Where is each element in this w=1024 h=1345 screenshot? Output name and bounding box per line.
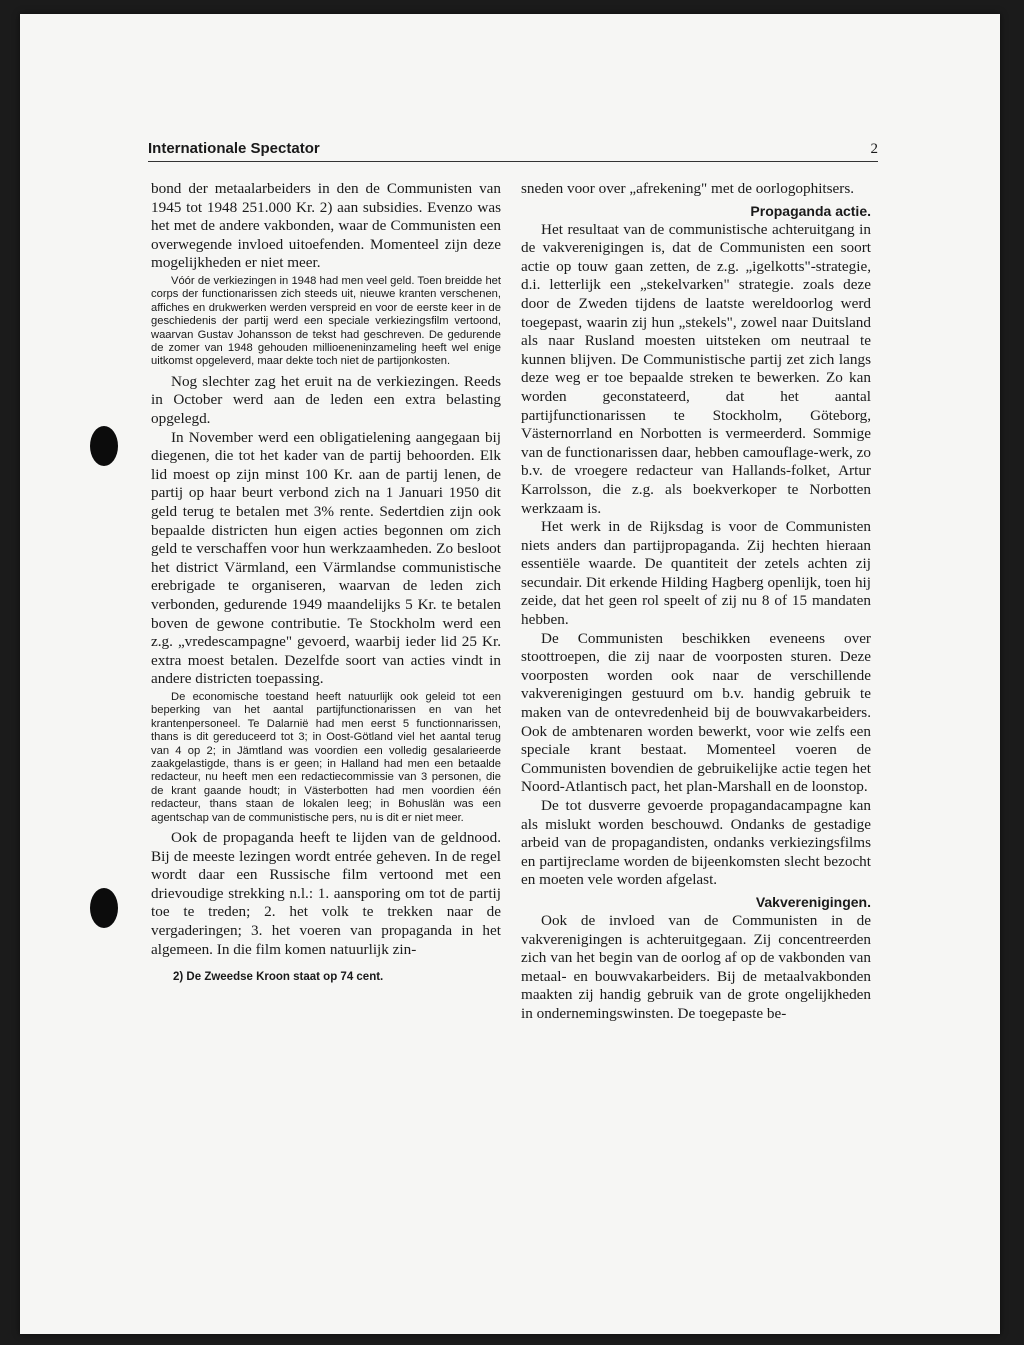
left-column	[151, 180, 501, 983]
paragraph: Nog slechter zag het eruit na de verkiezingen. Reeds in October werd aan de leden een extra belasting opgelegd.	[151, 372, 501, 427]
page-header	[148, 140, 878, 162]
punch-hole	[90, 426, 118, 466]
paragraph: Ook de invloed van de Communisten in de vakverenigingen is achteruitgegaan. Zij concentreerden zich van het begin van de oorlog af op de vakbonden van metaal- en bouwvakarbeiders. Bij de metaalvakbonden maakten zij handig gebruik van de grote ongelijkheden in ondernemingswinsten. De toegepaste be-	[521, 911, 871, 1022]
paragraph: In November werd een obligatielening aangegaan bij diegenen, die tot het kader van de partij behoorden. Elk lid moest op zijn minst 100 Kr. aan de partij lenen, de partij op haar beurt verbond zich na 1 Januari 1950 dit geld terug te betalen met 3% rente. Sedertdien zijn ook bepaalde districten hun eigen acties begonnen om zich geld te verschaffen voor hun werkzaamheden. Zo besloot het district Värmland, een Värmlandse communistische erebrigade te organiseren, waarvan de leden zich verbonden, gedurende 1949 maandelijks 5 Kr. te betalen boven de gewone contributie. Te Stockholm werd een z.g. „vredescampagne" gevoerd, waarbij ieder lid 25 Kr. extra moest betalen. Dezelfde soort van acties vindt in andere districten toepassing.	[151, 428, 501, 688]
page-number: 2	[870, 141, 878, 157]
paragraph: Het werk in de Rijksdag is voor de Communisten niets anders dan partijpropaganda. Zij hechten hieraan essentiële waarde. De quantiteit der zetels achten zij secundair. Dit erkende Hilding Hagberg openlijk, toen hij zeide, dat het geen rol speelt of zij nu 8 of 15 mandaten hebben.	[521, 518, 871, 629]
paragraph: sneden voor over „afrekening" met de oorlogophitsers.	[521, 180, 855, 197]
punch-hole	[90, 888, 118, 928]
journal-title: Internationale Spectator	[148, 140, 320, 157]
footnote: 2) De Zweedse Kroon staat op 74 cent.	[173, 971, 384, 984]
small-paragraph: De economische toestand heeft natuurlijk ook geleid tot een beperking van het aantal partijfunctionarissen en van het krantenpersoneel. Te Dalarnië had men eerst 5 functionnarissen, thans is dit gereduceerd tot 3; in Oost-Götland viel het aantal terug van 4 op 2; in Jämtland was voordien een volledig gesalarieerde zaakgelastigde, thans is er geen; in Halland had men een betaalde redacteur, nu heeft men een redactiecommissie van 3 personen, die de krant gaande houdt; in Västerbotten had men voordien één redacteur, thans staan de lokalen leeg; in Bohuslän was een agentschap van de communistische pers, nu is dit er niet meer.	[151, 690, 501, 824]
right-column	[521, 180, 871, 1024]
small-paragraph: Vóór de verkiezingen in 1948 had men veel geld. Toen breidde het corps der functionarissen zich steeds uit, nieuwe kranten verschenen, affiches en drukwerken werden verspreid en voor de eerste keer in de geschiedenis der partij werd een speciale verkiezingsfilm vertoond, waarvan Gustav Johansson de tekst had geschreven. De gedurende de zomer van 1948 gehouden millioeneninzameling heeft wel enige uitkomst opgeleverd, maar dekte toch niet de partijonkosten.	[151, 274, 501, 368]
paragraph: De tot dusverre gevoerde propagandacampagne kan als mislukt worden beschouwd. Ondanks de gestadige arbeid van de propagandisten, ondanks verkiezingsfilms en partijreclame worden de bijeenkomsten slecht bezocht en moeten vele worden afgelast.	[521, 797, 871, 889]
paragraph: De Communisten beschikken eveneens over stoottroepen, die zij naar de voorposten sturen. Deze voorposten worden ook naar de verschillende vakverenigingen gestuurd om b.v. handig gebruik te maken van de ontevredenheid bij de bouwvakarbeiders. Ook de ambtenaren worden bewerkt, voor wie zelfs een speciale krant bestaat. Momenteel voeren de Communisten bovendien de gebruikelijke actie tegen het Noord-Atlantisch pact, het plan-Marshall en de loonstop.	[521, 629, 871, 796]
paragraph: bond der metaalarbeiders in den de Communisten van 1945 tot 1948 251.000 Kr. 2) aan subsidies. Evenzo was het met de andere vakbonden, waar de Communisten een overwegende invloed uitoefenden. Momenteel zijn deze mogelijkheden er niet meer.	[151, 180, 501, 272]
section-heading: Vakverenigingen.	[755, 893, 871, 910]
section-heading: Propaganda actie.	[750, 202, 871, 219]
paragraph: Ook de propaganda heeft te lijden van de geldnood. Bij de meeste lezingen wordt entrée geheven. In de regel wordt daar een Russische film vertoond met een drievoudige strekking n.l.: 1. aansporing om tot de partij toe te treden; 2. het volk te trekken naar de vergaderingen; 3. het voeren van propaganda in het algemeen. In die film komen natuurlijk zin-	[151, 828, 501, 958]
paragraph: Het resultaat van de communistische achteruitgang in de vakverenigingen is, dat de Communisten een soort actie op touw gaan zetten, de z.g. „igelkotts"-strategie, d.i. letterlijk een „stekelvarken" strategie. zoals deze door de Zweden tijdens de laatste wereldoorlog werd toegepast, waarin zij hun „stekels", zowel naar Duitsland als naar Rusland moesten uitsteken om neutraal te kunnen blijven. De Communistische partij zet zich langs deze weg er toe bepaalde streken te bewerken. Zo kan worden geconstateerd, dat het aantal partijfunctionarissen te Stockholm, Göteborg, Västernorrland en Norbotten is vermeerderd. Sommige van de functionarissen daar, hebben camouflage-werk, zo b.v. de vroegere redacteur van Hallands-folket, Artur Karrolsson, die z.g. als boekverkoper te Norbotten werkzaam is.	[521, 220, 871, 517]
